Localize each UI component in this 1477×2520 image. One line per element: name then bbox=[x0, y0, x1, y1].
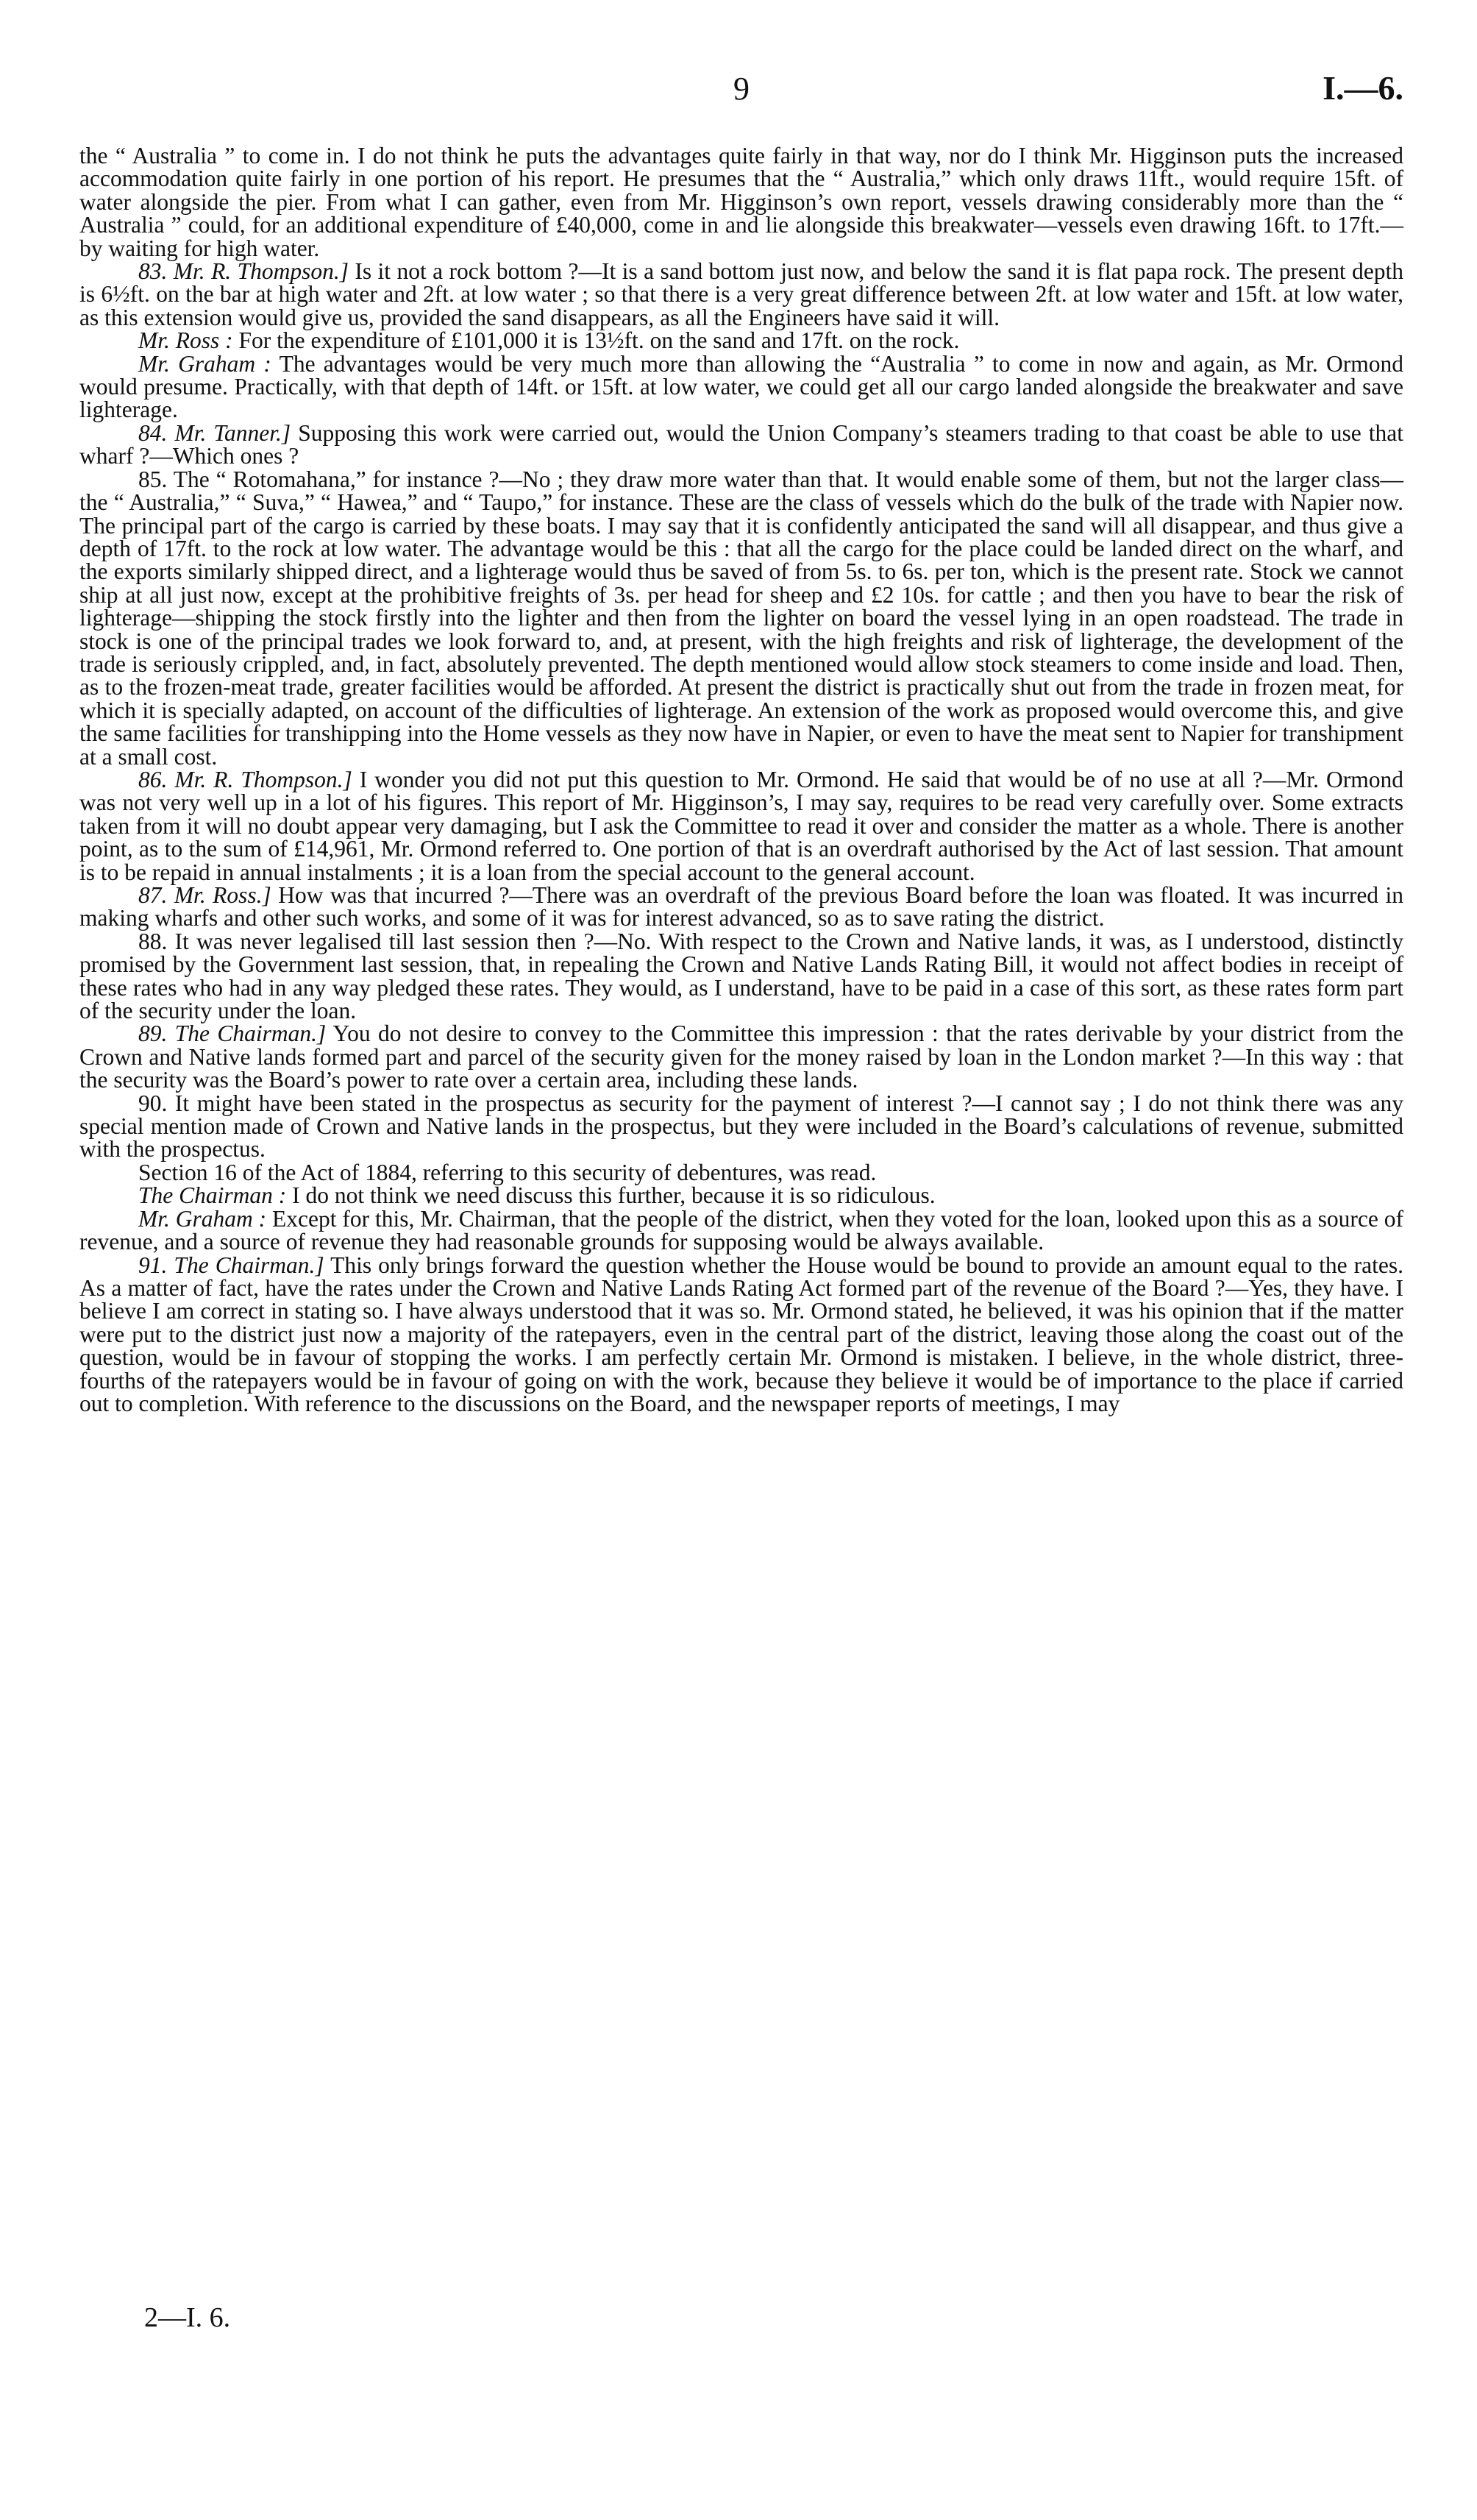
document-reference: I.—6. bbox=[1323, 69, 1403, 107]
paragraph: 89. The Chairman.] You do not desire to convey to the Committee this impression : that the rates derivable by your district from the Crown and Native lands formed part and parcel of the security given for the money raised by loan in the London market ?—In this way : that the security was the Board’s power to rate over a certain area, including these lands. bbox=[79, 1021, 1403, 1093]
paragraph: 90. It might have been stated in the prospectus as security for the payment of interest ?—I cannot say ; I do not think there was any special mention made of Crown and Native lands in the prospectus, but they were included in the Board’s calculations of revenue, submitted with the prospectus. bbox=[79, 1090, 1403, 1163]
paragraph: 86. Mr. R. Thompson.] I wonder you did not put this question to Mr. Ormond. He said that would be of no use at all ?—Mr. Ormond was not very well up in a lot of his figures. This report of Mr. Higginson’s, I may say, requires to be read very carefully over. Some extracts taken from it will no doubt appear very damaging, but I ask the Committee to read it over and consider the matter as a whole. There is another point, as to the sum of £14,961, Mr. Ormond referred to. One portion of that is an overdraft authorised by the Act of last session. That amount is to be repaid in annual instalments ; it is a loan from the special account to the general account. bbox=[79, 766, 1403, 885]
paragraph: Section 16 of the Act of 1884, referring to this security of debentures, was read. bbox=[138, 1159, 877, 1185]
paragraph: 84. Mr. Tanner.] Supposing this work were carried out, would the Union Company’s steamers trading to that coast be able to use that wharf ?—Which ones ? bbox=[79, 419, 1403, 469]
page-number: 9 bbox=[733, 71, 750, 107]
document-page bbox=[79, 0, 1403, 2520]
paragraph: 88. It was never legalised till last session then ?—No. With respect to the Crown and Native lands, it was, as I understood, distinctly promised by the Government last session, that, in repealing the Crown and Native Lands Rating Bill, it would not affect bodies in receipt of these rates who had in any way pledged these rates. They would, as I understand, have to be paid in a case of this sort, as these rates form part of the security under the loan. bbox=[79, 928, 1403, 1024]
paragraph: 83. Mr. R. Thompson.] Is it not a rock bottom ?—It is a sand bottom just now, and below the sand it is flat papa rock. The present depth is 6½ft. on the bar at high water and 2ft. at low water ; so that there is a very great difference between 2ft. at low water and 15ft. at low water, as this extension would give us, provided the sand disappears, as all the Engineers have said it will. bbox=[79, 258, 1403, 330]
footer-signature-ref: 2—I. 6. bbox=[144, 2302, 231, 2333]
paragraph: Mr. Graham : Except for this, Mr. Chairman, that the people of the district, when they voted for the loan, looked upon this as a source of revenue, and a source of revenue they had reasonable grounds for supposing would be always available. bbox=[79, 1205, 1403, 1255]
paragraph: Mr. Graham : The advantages would be very much more than allowing the “Australia ” to come in now and again, as Mr. Ormond would presume. Practically, with that depth of 14ft. or 15ft. at low water, we could get all our cargo landed alongside the breakwater and save lighterage. bbox=[79, 350, 1403, 423]
paragraph: Mr. Ross : For the expenditure of £101,000 it is 13½ft. on the sand and 17ft. on the rock. bbox=[138, 327, 960, 354]
paragraph: The Chairman : I do not think we need discuss this further, because it is so ridiculous. bbox=[138, 1182, 936, 1209]
paragraph: 85. The “ Rotomahana,” for instance ?—No ; they draw more water than that. It would enable some of them, but not the larger class—the “ Australia,” “ Suva,” “ Hawea,” and “ Taupo,” for instance. These are the class of vessels which do the bulk of the trade with Napier now. The principal part of the cargo is carried by these boats. I may say that it is confidently anticipated the sand will all disappear, and thus give a depth of 17ft. to the rock at low water. The advantage would be this : that all the cargo for the place could be landed direct on the wharf, and the exports similarly shipped direct, and a lighterage would thus be saved of from 5s. to 6s. per ton, which is the present rate. Stock we cannot ship at all just now, except at the prohibitive freights of 3s. per head for sheep and £2 10s. for cattle ; and then you have to bear the risk of lighterage—shipping the stock firstly into the lighter and then from the lighter on board the vessel lying in an open roadstead. The trade in stock is one of the principal trades we look forward to, and, at present, with the high freights and risk of lighterage, the development of the trade is seriously crippled, and, in fact, absolutely prevented. The depth mentioned would allow stock steamers to come inside and load. Then, as to the frozen-meat trade, greater facilities would be afforded. At present the district is practically shut out from the trade in frozen meat, for which it is specially adapted, on account of the difficulties of lighterage. An extension of the work as proposed would overcome this, and give the same facilities for transhipping into the Home vessels as they now have in Napier, or even to have the meat sent to Napier for transhipment at a small cost. bbox=[79, 466, 1403, 770]
paragraph: the “ Australia ” to come in. I do not think he puts the advantages quite fairly in that way, nor do I think Mr. Higginson puts the increased accommodation quite fairly in one portion of his report. He presumes that the “ Australia,” which only draws 11ft., would require 15ft. of water alongside the pier. From what I can gather, even from Mr. Higginson’s own report, vessels drawing considerably more than the “ Australia ” could, for an additional expenditure of £40,000, come in and lie alongside this breakwater—vessels even drawing 16ft. to 17ft.—by waiting for high water. bbox=[79, 143, 1403, 261]
body-text bbox=[79, 144, 1403, 1415]
paragraph: 91. The Chairman.] This only brings forward the question whether the House would be bound to provide an amount equal to the rates. As a matter of fact, have the rates under the Crown and Native Lands Rating Act formed part of the revenue of the Board ?—Yes, they have. I believe I am correct in stating so. I have always understood that it was so. Mr. Ormond stated, he believed, it was his opinion that if the matter were put to the district just now a majority of the ratepayers, even in the central part of the district, leaving those along the coast out of the question, would be in favour of stopping the works. I am perfectly certain Mr. Ormond is mistaken. I believe, in the whole district, three-fourths of the ratepayers would be in favour of going on with the work, because they believe it would be of importance to the place if carried out to completion. With reference to the discussions on the Board, and the newspaper reports of meetings, I may bbox=[79, 1252, 1403, 1416]
paragraph: 87. Mr. Ross.] How was that incurred ?—There was an overdraft of the previous Board before the loan was floated. It was incurred in making wharfs and other such works, and some of it was for interest advanced, so as to save rating the district. bbox=[79, 882, 1403, 931]
